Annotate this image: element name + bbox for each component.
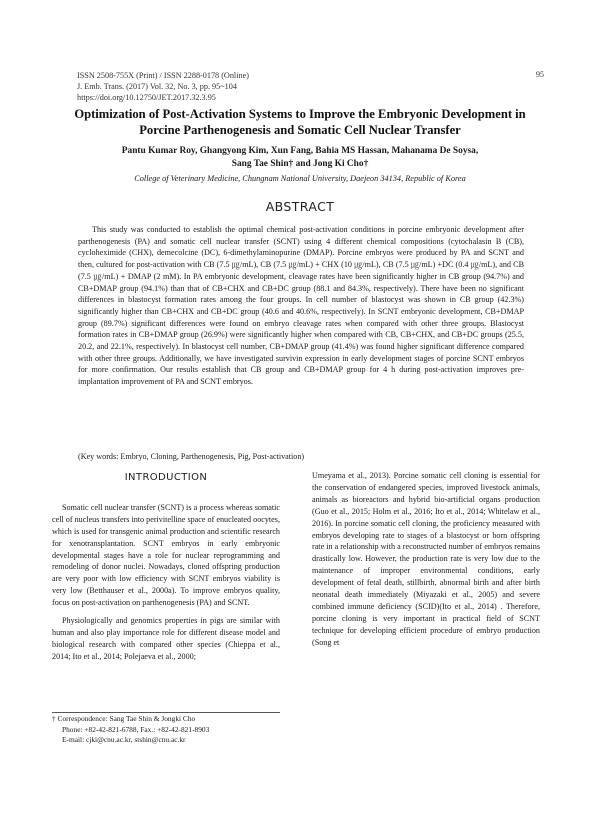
footnote-divider — [52, 712, 280, 713]
journal-citation: J. Emb. Trans. (2017) Vol. 32, No. 3, pp. 95~104 — [77, 82, 237, 91]
keywords: (Key words: Embryo, Cloning, Parthenogenesis, Pig, Post-activation) — [78, 452, 305, 461]
abstract-body: This study was conducted to establish the optimal chemical post-activation conditions in porcine embryonic development after parthenogenesis (PA) and somatic cell nuclear transfer (SCNT) using 4 different chemical compositions (cytochalasin B (CB), cycloheximide (CHX), demecolcine (DC), 6-dimethylaminopurine (DMAP). Porcine embryos were produced by PA and SCNT and then, cultured for post-activation with CB (7.5 ㎍/mL), CB (7.5 ㎍/mL) + CHX (10 ㎍/mL), CB (7.5 ㎍/mL) +DC (0.4 ㎍/mL), and CB (7.5 ㎍/mL) + DMAP (2 mM). In PA embryonic development, cleavage rates have been significantly higher in CB group (94.7%) and CB+DMAP group (94.1%) than that of CB+CHX and CB+DC group (88.1 and 84.3%, respectively). There have been no significant differences in blastocyst formation rates among the four groups. In cell number of blastocyst was shown in CB group (42.3%) significantly higher than CB+CHX and CB+DC group (40.6 and 40.6%, respectively). In SCNT embryonic development, CB+DMAP group (89.7%) significant differences were found on embryo cleavage rates when compared with other three groups. Blastocyst formation rates in CB+DMAP group (26.9%) were significantly higher when compared with CB, CB+CHX, and CB+DC groups (25.5, 20.2, and 22.1%, respectively). In blastocyst cell number, CB+DMAP group (41.4%) was found higher significant difference compared with other three groups. Additionally, we have investigated survivin expression in early development stages of porcine SCNT embryos for more confirmation. Our results establish that CB group and CB+DMAP group for 4 h during post-activation improves pre-implantation improvement of PA and SCNT embryos. — [78, 225, 524, 387]
intro-paragraph-1: Somatic cell nuclear transfer (SCNT) is a process whereas somatic cell of nucleus transfers into perivitelline space of enucleated oocytes, which is used for transgenic animal production and scientific research for xenotransplantation. SCNT embryos in early embryonic developmental stages have a role for nuclear reprogramming and remodeling of donor nuclei. Nowadays, cloned offspring production are very poor with low efficiency with SCNT embryos viability is very low (Betthauser et al., 2000a). To improve embryos quality, focus on post-activation on parthenogenesis (PA) and SCNT. — [52, 502, 280, 608]
email-line[interactable]: E-mail: cjki@cnu.ac.kr, stshin@cnu.ac.kr — [62, 735, 186, 744]
doi-link[interactable]: https://doi.org/10.12750/JET.2017.32.3.95 — [77, 93, 216, 102]
author-list — [60, 145, 540, 171]
author-line-2: Sang Tae Shin† and Jong Ki Cho† — [231, 159, 369, 169]
introduction-heading: INTRODUCTION — [124, 472, 208, 483]
right-column — [312, 470, 540, 649]
phone-fax-line: Phone: +82-42-821-6788, Fax.: +82-42-821-8903 — [62, 724, 210, 734]
intro-paragraph-continued: Umeyama et al., 2013). Porcine somatic cell cloning is essential for the conservation of endangered species, improved livestock animals, animals as bioreactors and hybrid bio-artificial organs production (Guo et al., 2015; Holm et al., 2016; Ito et al., 2014; Whitelaw et al., 2016). In porcine somatic cell cloning, the proficiency measured with embryos developing rate to stages of a blastocyst or born offspring rate in a relationship with a reconstructed number of embryos remains drastically low. However, the production rate is very low due to the maintenance of improper environmental conditions, early development of fetal death, stillbirth, abnormal birth and after birth neonatal death immediately (Miyazaki et al., 2005) and severe combined immune deficiency (SCID)(Ito et al., 2014) . Therefore, porcine cloning is very important in practical field of SCNT technique for developing efficient procedure of embryo production (Song et — [312, 471, 540, 647]
journal-header — [77, 70, 249, 103]
correspondence-line: † Correspondence: Sang Tae Shin & Jongki Cho — [52, 714, 196, 723]
abstract-heading: ABSTRACT — [265, 199, 335, 214]
affiliation: College of Veterinary Medicine, Chungnam National University, Daejeon 34134, Republic of Korea — [134, 174, 466, 183]
intro-paragraph-2: Physiologically and genomics properties in pigs are similar with human and also play importance role for different disease model and biological research with compared other species (Chieppa et al., 2014; Ito et al., 2014; Polejaeva et al., 2000; — [52, 616, 280, 661]
left-column — [52, 470, 280, 669]
issn-line: ISSN 2508-755X (Print) / ISSN 2288-0178 (Online) — [77, 71, 249, 80]
author-line-1: Pantu Kumar Roy, Ghangyong Kim, Xun Fang, Bahia MS Hassan, Mahanama De Soysa, — [121, 146, 479, 156]
paper-title: Optimization of Post-Activation Systems to Improve the Embryonic Development in Porcine Parthenogenesis and Somatic Cell Nuclear Transfer — [74, 107, 526, 137]
correspondence-footnote — [52, 714, 292, 746]
page-number: 95 — [535, 70, 544, 79]
